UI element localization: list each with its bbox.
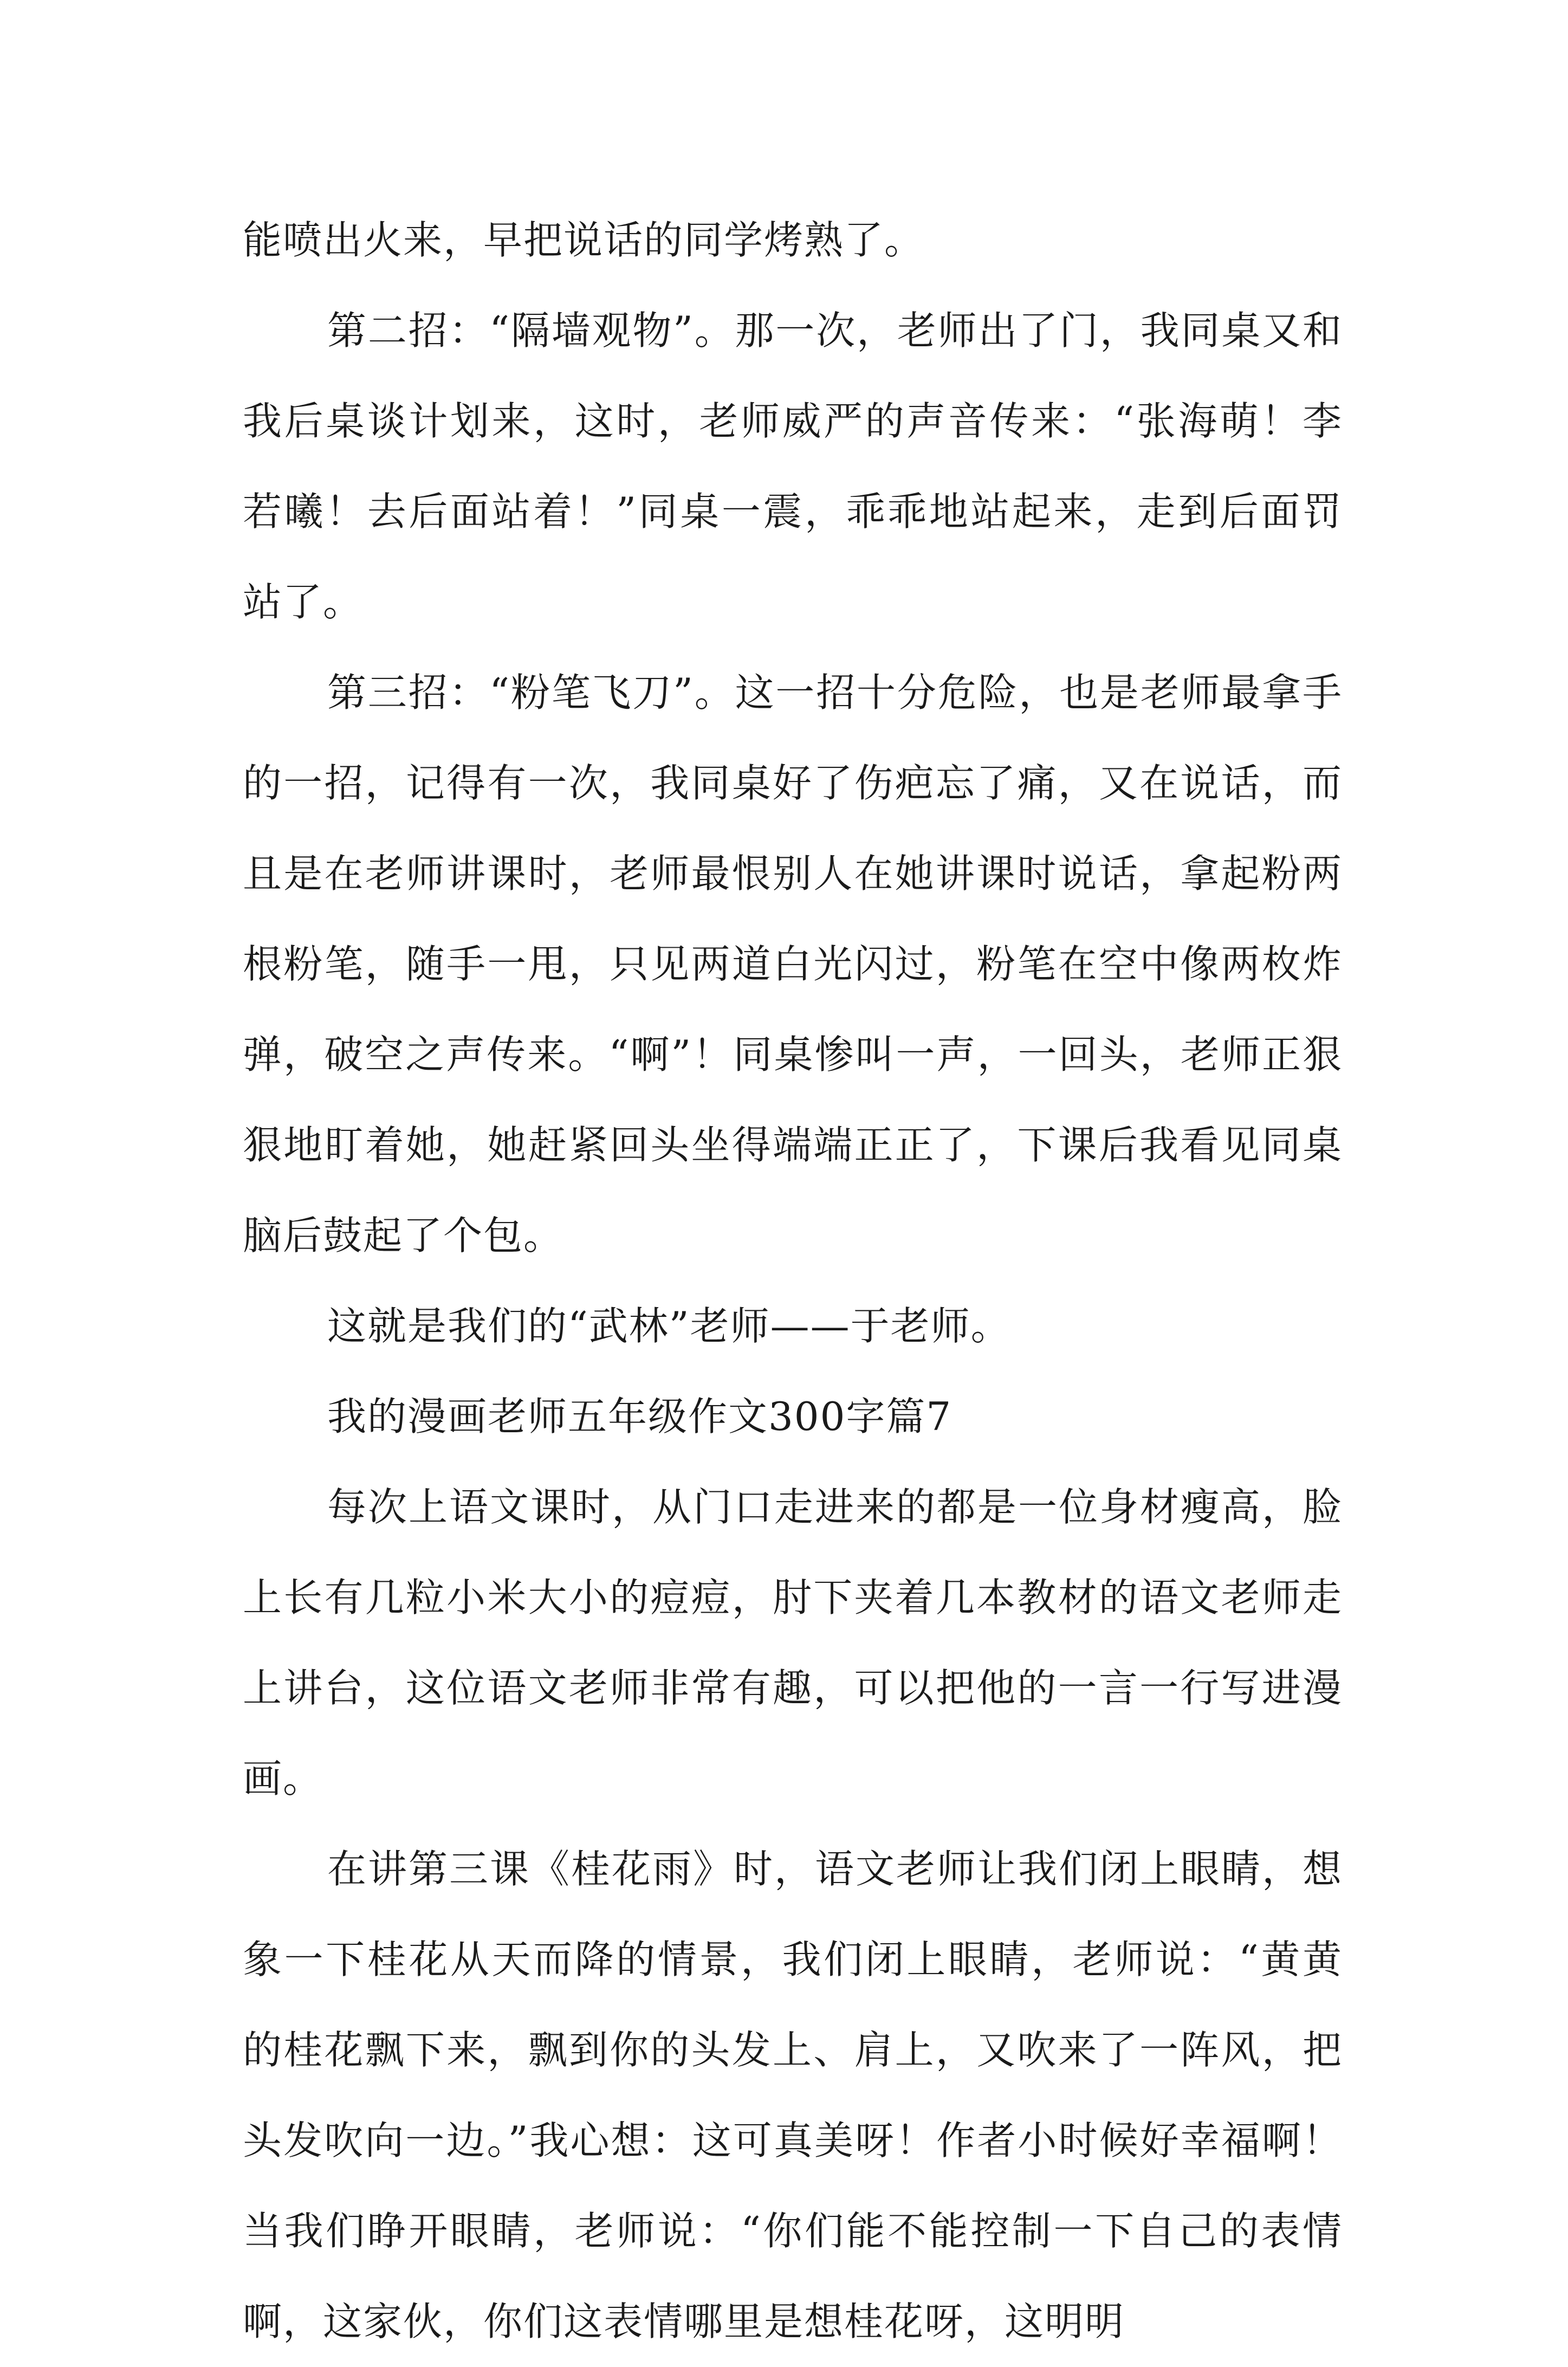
paragraph-third-move: 第三招：“粉笔飞刀”。这一招十分危险，也是老师最拿手的一招，记得有一次，我同桌好了伤疤忘了痛，又在说话，而且是在老师讲课时，老师最恨别人在她讲课时说话，拿起粉两根粉笔，随手一甩，只见两道白光闪过，粉笔在空中像两枚炸弹，破空之声传来。“啊”！同桌惨叫一声，一回头，老师正狠狠地盯着她，她赶紧回头坐得端端正正了，下课后我看见同桌脑后鼓起了个包。 (243, 670, 1343, 1258)
paragraph-second-move: 第二招：“隔墙观物”。那一次，老师出了门，我同桌又和我后桌谈计划来，这时，老师威严的声音传来：“张海萌！李若曦！去后面站着！”同桌一震，乖乖地站起来，走到后面罚站了。 (243, 308, 1343, 625)
article-body (243, 195, 1343, 2367)
paragraph-osmanthus-lesson: 在讲第三课《桂花雨》时，语文老师让我们闭上眼睛，想象一下桂花从天而降的情景，我们闭上眼睛，老师说：“黄黄的桂花飘下来，飘到你的头发上、肩上，又吹来了一阵风，把头发吹向一边。”我心想：这可真美呀！作者小时候好幸福啊！当我们睁开眼睛，老师说：“你们能不能控制一下自己的表情啊，这家伙，你们这表情哪里是想桂花呀，这明明 (243, 1846, 1343, 2344)
paragraph-continuation: 能喷出火来，早把说话的同学烤熟了。 (243, 217, 925, 263)
paragraph-conclusion: 这就是我们的“武林”老师——于老师。 (327, 1303, 1011, 1349)
section-heading: 我的漫画老师五年级作文300字篇7 (327, 1394, 953, 1439)
paragraph-teacher-intro: 每次上语文课时，从门口走进来的都是一位身材瘦高，脸上长有几粒小米大小的痘痘，肘下夹着几本教材的语文老师走上讲台，这位语文老师非常有趣，可以把他的一言一行写进漫画。 (243, 1484, 1343, 1801)
